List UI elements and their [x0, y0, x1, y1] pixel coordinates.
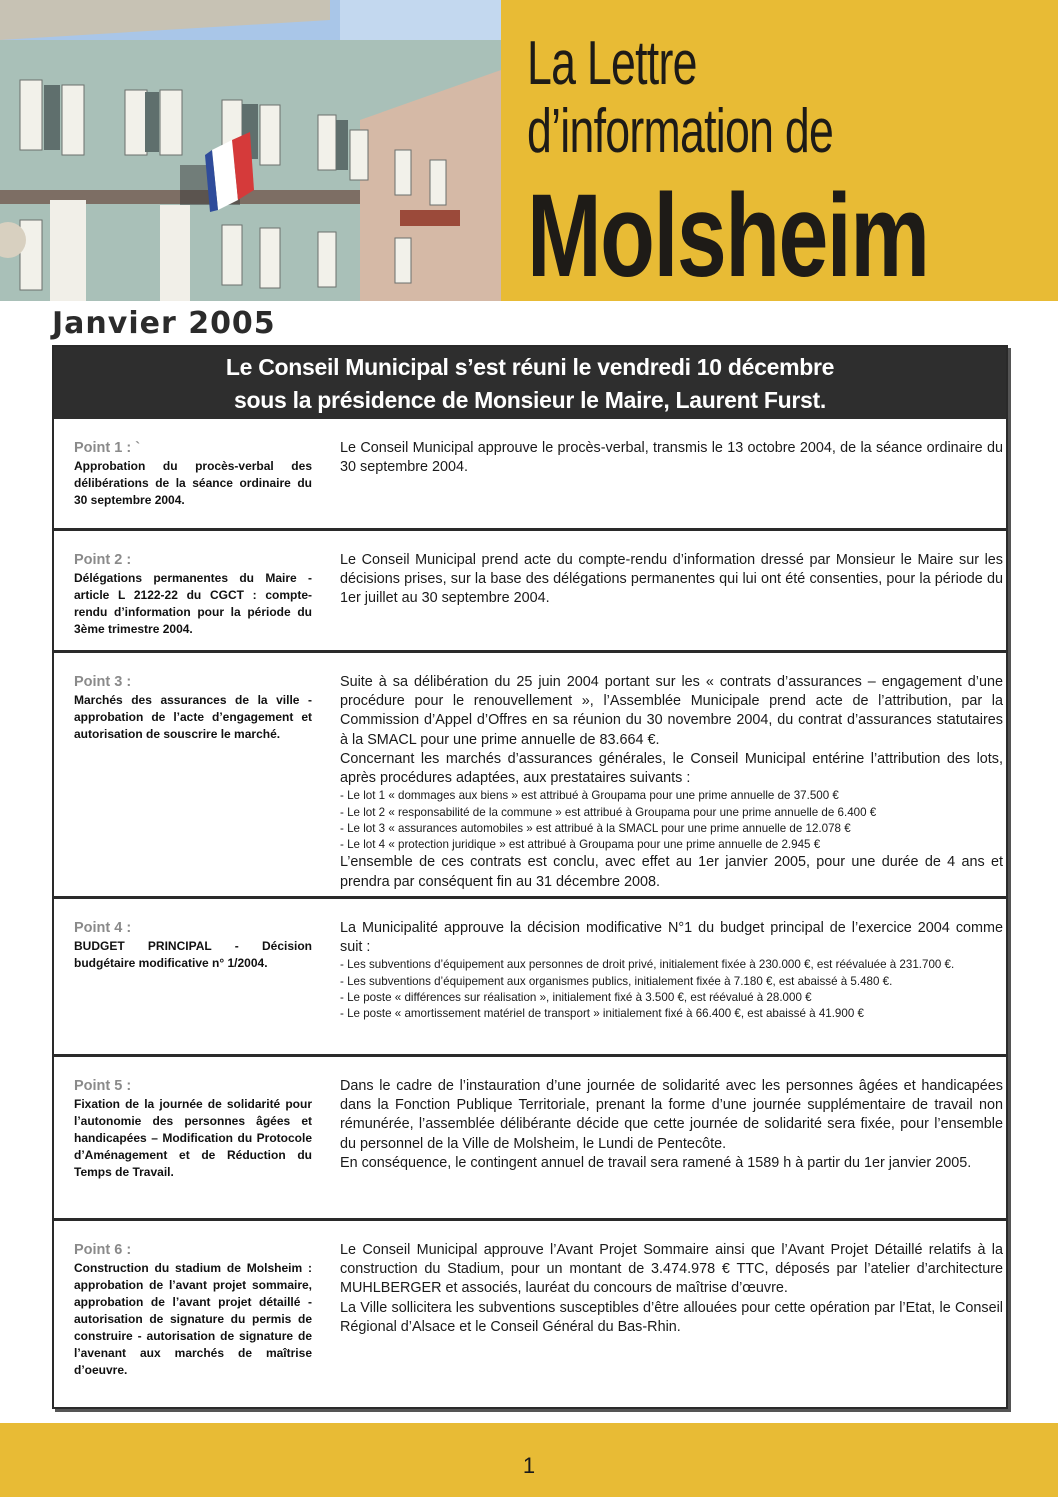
- point-label: Point 6 :: [74, 1242, 132, 1258]
- point-heading: [74, 439, 312, 509]
- point-title: Construction du stadium de Molsheim : approbation de l’avant projet sommaire, approbation de l’avant projet détaillé - autorisation de signature du permis de construire - autorisation de signature de l’avenant aux marchés de maîtrise d’oeuvre.: [74, 1261, 312, 1377]
- point-title: BUDGET PRINCIPAL - Décision budgétaire modificative n° 1/2004.: [74, 939, 312, 970]
- point-title: Approbation du procès-verbal des délibérations de la séance ordinaire du 30 septembre 2004.: [74, 459, 312, 507]
- agenda-point-1: [54, 419, 1006, 531]
- point-paragraph: La Ville sollicitera les subventions susceptibles d’être allouées pour cette opération par l’Etat, le Conseil Régional d’Alsace et le Conseil Général du Bas-Rhin.: [340, 1299, 1003, 1335]
- point-body: [340, 919, 1003, 1023]
- budget-item: - Le poste « amortissement matériel de transport » initialement fixé à 66.400 €, est abaissé à 41.900 €: [340, 1007, 864, 1021]
- point-label: Point 4 :: [74, 920, 132, 936]
- point-label: Point 5 :: [74, 1078, 132, 1094]
- point-heading: [74, 919, 312, 972]
- point-paragraph: Concernant les marchés d’assurances générales, le Conseil Municipal entérine l’attribution des lots, après procédures adaptées, aux prestataires suivants :: [340, 750, 1003, 787]
- point-paragraph: Le Conseil Municipal prend acte du compte-rendu d’information dressé par Monsieur le Maire sur les décisions prises, sur la base des délégations permanentes qui lui ont été consenties, pour la période du 1er juillet au 30 septembre 2004.: [340, 552, 1003, 607]
- agenda-point-5: [54, 1057, 1006, 1221]
- point-body: [340, 1241, 1003, 1337]
- lot-item: - Le lot 1 « dommages aux biens » est attribué à Groupama pour une prime annuelle de 37.500 €: [340, 789, 839, 803]
- point-heading: [74, 1077, 312, 1181]
- point-label: Point 3 :: [74, 674, 132, 690]
- point-body: [340, 439, 1003, 477]
- council-summary-box: [52, 345, 1008, 1409]
- point-title: Fixation de la journée de solidarité pour l’autonomie des personnes âgées et handicapées – Modification du Protocole d’Aménagement et de Réduction du Temps de Travail.: [74, 1097, 312, 1179]
- lot-item: - Le lot 3 « assurances automobiles » est attribué à la SMACL pour une prime annuelle de 12.078 €: [340, 821, 851, 835]
- footer-band: [0, 1423, 1058, 1497]
- agenda-point-2: [54, 531, 1006, 653]
- page-number: 1: [522, 1453, 536, 1478]
- lot-item: - Le lot 4 « protection juridique » est attribué à Groupama pour une prime annuelle de 2.945 €: [340, 838, 821, 852]
- point-body: [340, 673, 1003, 892]
- town-hall-illustration: [0, 0, 501, 301]
- agenda-point-6: [54, 1221, 1006, 1407]
- point-heading: [74, 673, 312, 743]
- point-title: Marchés des assurances de la ville - approbation de l’acte d’engagement et autorisation de souscrire le marché.: [74, 693, 312, 741]
- masthead-title-town: Molsheim: [527, 170, 929, 302]
- meeting-banner: [54, 347, 1006, 419]
- point-label: Point 2 :: [74, 552, 132, 568]
- point-paragraph: La Municipalité approuve la décision modificative N°1 du budget principal de l’exercice 2004 comme suit :: [340, 920, 1003, 956]
- masthead-title-line1: La Lettre: [527, 29, 697, 98]
- point-paragraph: Le Conseil Municipal approuve le procès-verbal, transmis le 13 octobre 2004, de la séance ordinaire du 30 septembre 2004.: [340, 440, 1003, 476]
- masthead-title-line2: d’information de: [527, 97, 834, 166]
- agenda-point-3: [54, 653, 1006, 899]
- issue-date: Janvier 2005: [52, 306, 276, 341]
- point-body: [340, 551, 1003, 609]
- point-heading: [74, 1241, 312, 1379]
- point-title: Délégations permanentes du Maire - article L 2122-22 du CGCT : compte-rendu d’information pour la période du 3ème trimestre 2004.: [74, 571, 312, 636]
- point-body: [340, 1077, 1003, 1173]
- point-paragraph: En conséquence, le contingent annuel de travail sera ramené à 1589 h à partir du 1er janvier 2005.: [340, 1154, 972, 1171]
- agenda-point-4: [54, 899, 1006, 1057]
- town-hall-photo: [0, 0, 501, 301]
- point-paragraph: Dans le cadre de l’instauration d’une journée de solidarité avec les personnes âgées et handicapées dans la Fonction Publique Territoriale, prenant la forme d’une journée supplémentaire de travail non rémunérée, l’assemblée délibérante décide que cette journée de solidarité sera fixée, pour l’ensemble du personnel de la Ville de Molsheim, le Lundi de Pentecôte.: [340, 1078, 1003, 1152]
- banner-line2: sous la présidence de Monsieur le Maire, Laurent Furst.: [234, 387, 826, 413]
- budget-item: - Les subventions d’équipement aux personnes de droit privé, initialement fixée à 230.000 €, est réévaluée à 231.700 €.: [340, 958, 955, 972]
- point-label: Point 1 : `: [74, 440, 141, 456]
- banner-line1: Le Conseil Municipal s’est réuni le vendredi 10 décembre: [225, 354, 835, 380]
- budget-item: - Le poste « différences sur réalisation », initialement fixé à 3.500 €, est réévalué à 28.000 €: [340, 991, 812, 1004]
- point-paragraph: L’ensemble de ces contrats est conclu, avec effet au 1er janvier 2005, pour une durée de 4 ans et prendra par conséquent fin au 31 décembre 2008.: [340, 854, 1003, 890]
- point-paragraph: Le Conseil Municipal approuve l’Avant Projet Sommaire ainsi que l’Avant Projet Détaillé relatifs à la construction du Stadium, pour un montant de 3.474.978 € TTC, déposés par l’atelier d’architecture MUHLBERGER et associés, lauréat du concours de maîtrise d’œuvre.: [340, 1242, 1003, 1297]
- masthead: [501, 0, 1058, 301]
- point-paragraph: Suite à sa délibération du 25 juin 2004 portant sur les « contrats d’assurances – engagement d’une procédure pour le renouvellement », l’Assemblée Municipale prend acte de l’attribution, par la Commission d’Appel d’Offres en sa réunion du 30 novembre 2004, du contrat d’assurances statutaires à la SMACL pour une prime annuelle de 83.664 €.: [340, 674, 1003, 748]
- budget-item: - Les subventions d’équipement aux organismes publics, initialement fixée à 7.180 €, est abaissé à 5.480 €.: [340, 974, 893, 988]
- lot-item: - Le lot 2 « responsabilité de la commune » est attribué à Groupama pour une prime annuelle de 6.400 €: [340, 805, 877, 819]
- point-heading: [74, 551, 312, 638]
